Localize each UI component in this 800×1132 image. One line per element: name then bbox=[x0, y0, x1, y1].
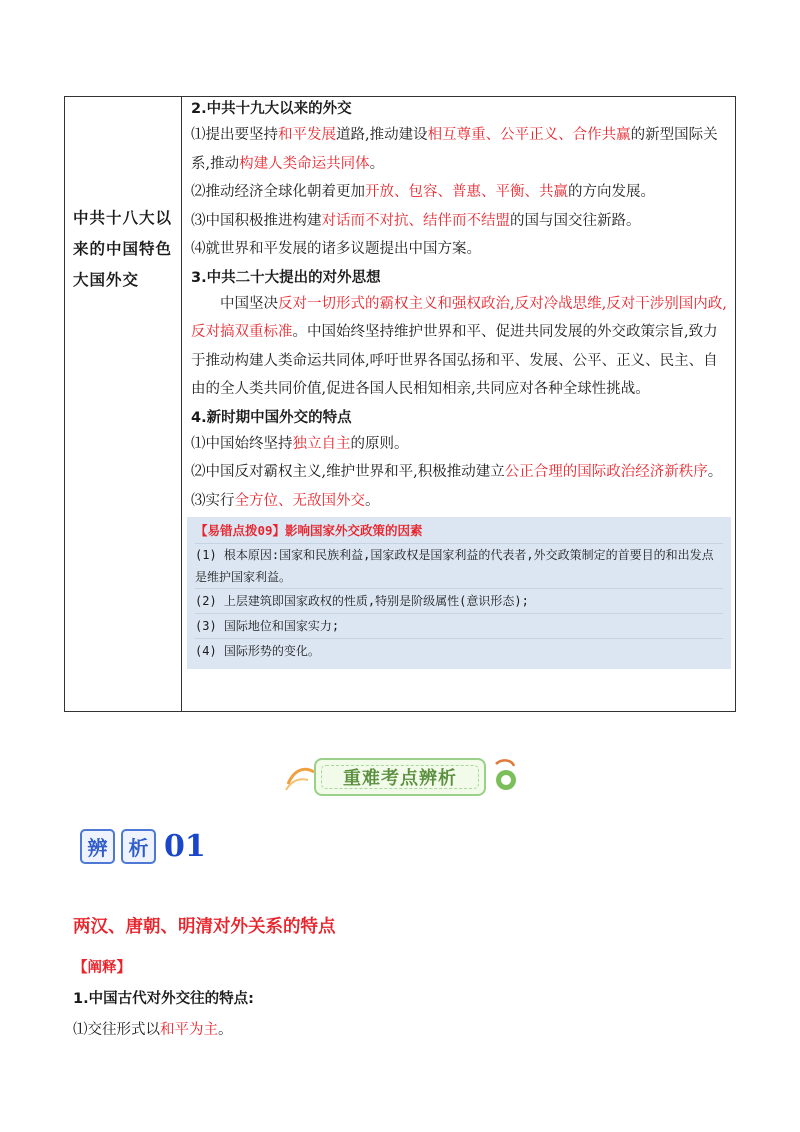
paragraph-3: 中国坚决反对一切形式的霸权主义和强权政治,反对冷战思维,反对干涉别国内政,反对搞双重标准。中国始终坚持维护世界和平、促进共同发展的外交政策宗旨,致力于推动构建人类命运共同体,呼吁世界各国弘扬和平、发展、公平、正义、民主、自由的全人类共同价值,促进各国人民相知相亲,共同应对各种全球性挑战。 bbox=[191, 295, 727, 397]
item-2-4: ⑷就世界和平发展的诸多议题提出中国方案。 bbox=[191, 241, 481, 257]
tip-line-3: (3) 国际地位和国家实力; bbox=[195, 613, 723, 638]
bian-badge: 辨 bbox=[80, 829, 115, 864]
bianxi-header bbox=[80, 829, 206, 864]
item-4-3: ⑶实行全方位、无敌国外交。 bbox=[191, 492, 380, 509]
section-heading-4: 4.新时期中国外交的特点 bbox=[191, 409, 352, 426]
section-heading-2: 2.中共十九大以来的外交 bbox=[191, 101, 352, 117]
table-left-cell bbox=[65, 97, 182, 711]
tip-box bbox=[187, 517, 731, 669]
table-right-cell bbox=[183, 97, 735, 711]
section-banner bbox=[284, 750, 522, 804]
tip-line-1: (1) 根本原因:国家和民族利益,国家政权是国家利益的代表者,外交政策制定的首要目的和出发点是维护国家利益。 bbox=[195, 543, 723, 588]
item-2-2: ⑵推动经济全球化朝着更加开放、包容、普惠、平衡、共赢的方向发展。 bbox=[191, 184, 655, 200]
row-title: 中共十八大以来的中国特色大国外交 bbox=[73, 209, 173, 289]
last-line: ⑴交往形式以和平为主。 bbox=[73, 1022, 233, 1038]
item-2-1: ⑴提出要坚持和平发展道路,推动建设相互尊重、公平正义、合作共赢的新型国际关系,推动构建人类命运共同体。 bbox=[191, 127, 718, 172]
item-4-2: ⑵中国反对霸权主义,维护世界和平,积极推动建立公正合理的国际政治经济新秩序。 bbox=[191, 464, 723, 480]
explain-label: 【阐释】 bbox=[73, 960, 131, 976]
tip-title: 【易错点拨09】影响国家外交政策的因素 bbox=[195, 523, 423, 538]
tip-line-2: (2) 上层建筑即国家政权的性质,特别是阶级属性(意识形态); bbox=[195, 588, 723, 613]
section-heading-3: 3.中共二十大提出的对外思想 bbox=[191, 269, 381, 286]
content-table bbox=[64, 96, 736, 712]
tip-line-4: (4) 国际形势的变化。 bbox=[195, 638, 723, 663]
subheading: 1.中国古代对外交往的特点: bbox=[73, 991, 254, 1007]
item-2-3: ⑶中国积极推进构建对话而不对抗、结伴而不结盟的国与国交往新路。 bbox=[191, 212, 641, 229]
xi-badge: 析 bbox=[121, 829, 156, 864]
section-title: 两汉、唐朝、明清对外关系的特点 bbox=[73, 917, 336, 937]
bianxi-number: 01 bbox=[164, 829, 206, 864]
banner-title: 重难考点辨析 bbox=[314, 758, 486, 796]
item-4-1: ⑴中国始终坚持独立自主的原则。 bbox=[191, 435, 409, 452]
